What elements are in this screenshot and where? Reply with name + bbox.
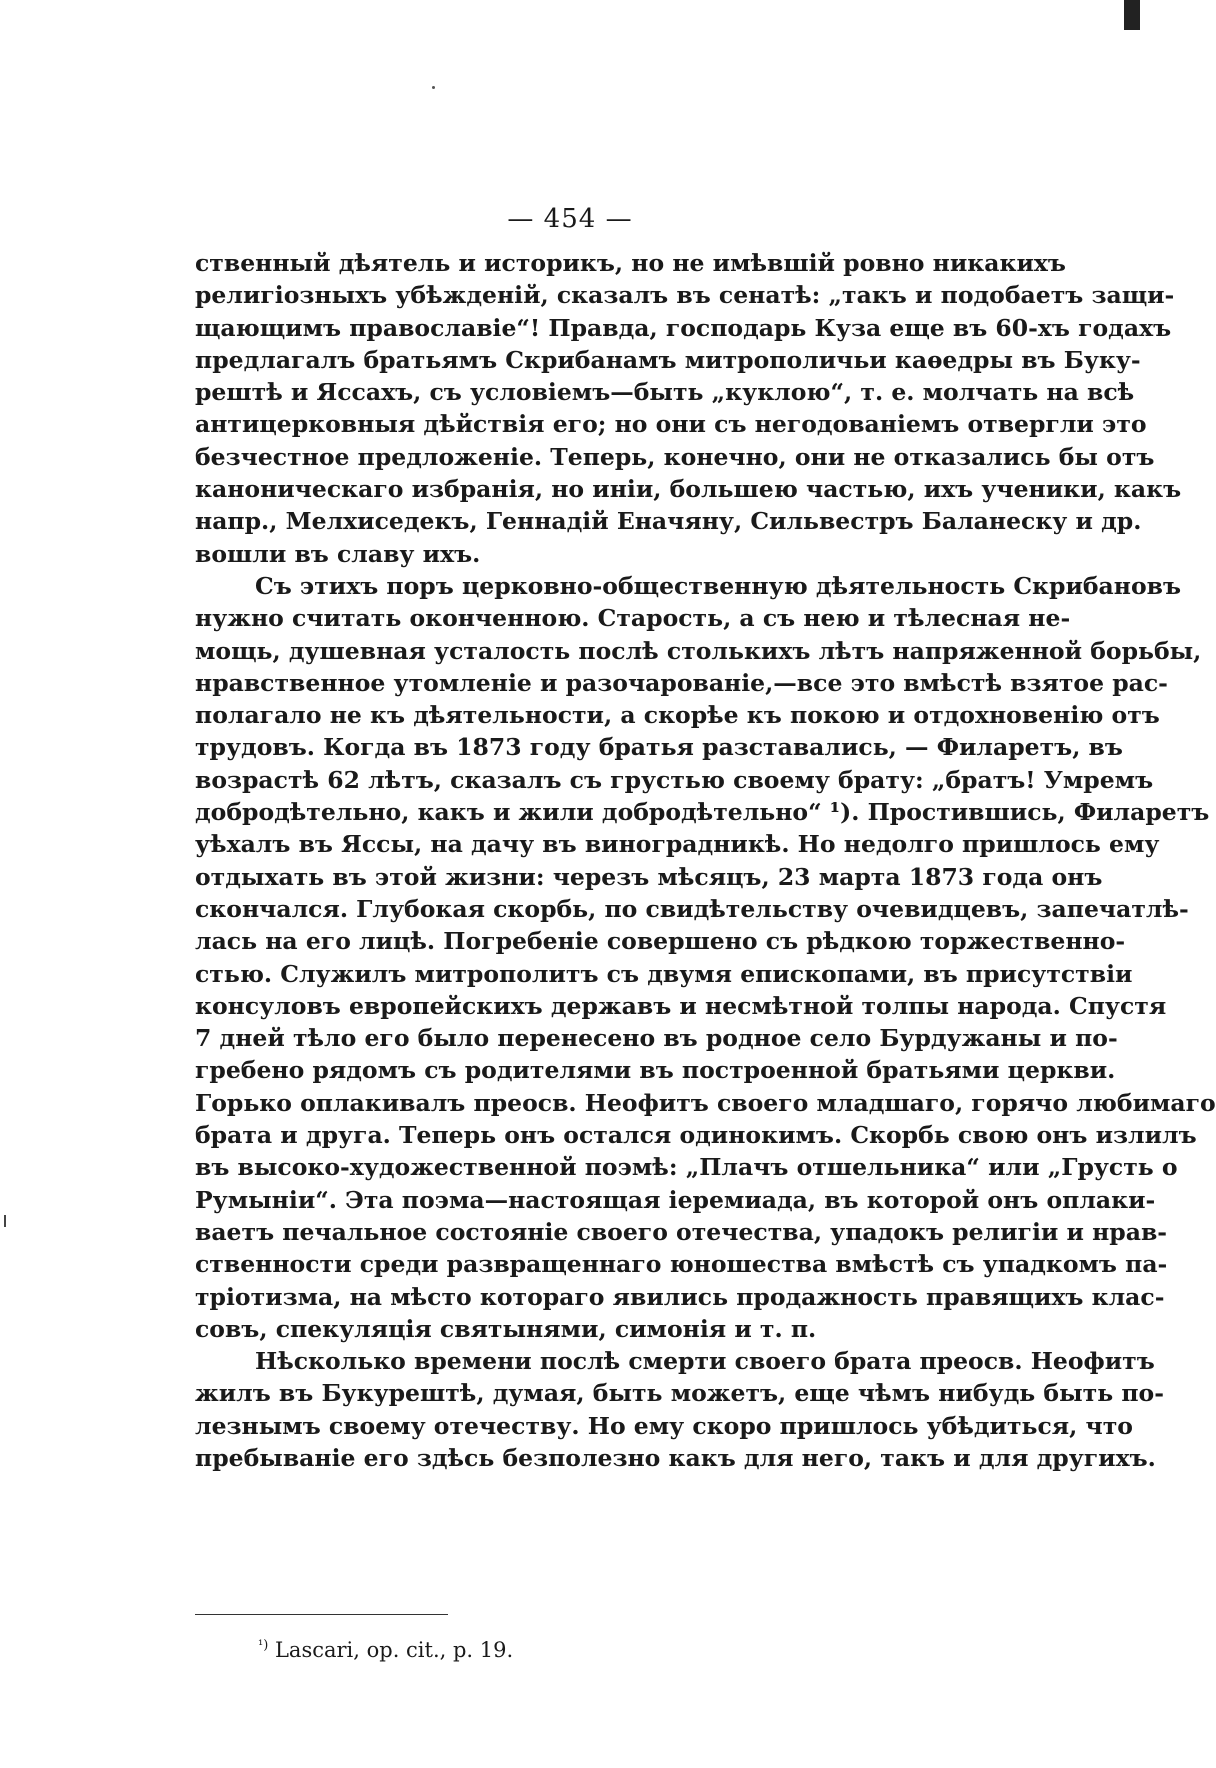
text-line: предлагалъ братьямъ Скрибанамъ митрополичьи каѳедры въ Буку-: [195, 345, 1141, 374]
scan-speck: [432, 86, 435, 89]
text-line: пребываніе его здѣсь безполезно какъ для него, такъ и для другихъ.: [195, 1443, 1156, 1472]
text-line: скончался. Глубокая скорбь, по свидѣтельству очевидцевъ, запечатлѣ-: [195, 894, 1189, 923]
footnote-text: Lascari, op. cit., p. 19.: [274, 1638, 514, 1662]
footnote-divider: [195, 1614, 448, 1615]
text-line: ственности среди развращеннаго юношества вмѣстѣ съ упадкомъ па-: [195, 1250, 1168, 1279]
text-line: жилъ въ Букурештѣ, думая, быть можетъ, еще чѣмъ нибудь быть по-: [195, 1379, 1164, 1408]
text-line: 7 дней тѣло его было перенесено въ родное село Бурдужаны и по-: [195, 1024, 1118, 1053]
text-line: брата и друга. Теперь онъ остался одинокимъ. Скорбь свою онъ излилъ: [195, 1121, 1197, 1150]
text-line: гребено рядомъ съ родителями въ построенной братьями церкви.: [195, 1056, 1116, 1085]
text-line: полагало не къ дѣятельности, а скорѣе къ покою и отдохновенію отъ: [195, 701, 1160, 730]
text-line: ственный дѣятель и историкъ, но не имѣвшій ровно никакихъ: [195, 249, 1066, 277]
page-number: — 454 —: [507, 204, 633, 234]
text-line: напр., Мелхиседекъ, Геннадій Еначяну, Сильвестръ Баланеску и др.: [195, 507, 1142, 536]
text-line: Румыніи“. Эта поэма—настоящая іеремиада, въ которой онъ оплаки-: [195, 1185, 1156, 1214]
text-line: нравственное утомленіе и разочарованіе,—все это вмѣстѣ взятое рас-: [195, 668, 1168, 697]
text-line: добродѣтельно, какъ и жили добродѣтельно“ ¹). Простившись, Филаретъ: [195, 798, 1210, 827]
text-line: лезнымъ своему отечеству. Но ему скоро пришлось убѣдиться, что: [195, 1411, 1133, 1440]
scan-margin-mark: [4, 1215, 6, 1227]
text-line: возрастѣ 62 лѣтъ, сказалъ съ грустью своему брату: „братъ! Умремъ: [195, 765, 1154, 794]
text-line: религіозныхъ убѣжденій, сказалъ въ сенатѣ: „такъ и подобаетъ защи-: [195, 281, 1175, 310]
paragraph-start: Нѣсколько времени послѣ смерти своего брата преосв. Неофитъ: [255, 1347, 1155, 1376]
text-line: безчестное предложеніе. Теперь, конечно, они не отказались бы отъ: [195, 442, 1155, 471]
text-line: уѣхалъ въ Яссы, на дачу въ виноградникѣ. Но недолго пришлось ему: [195, 830, 1160, 859]
text-line: трудовъ. Когда въ 1873 году братья разставались, — Филаретъ, въ: [195, 733, 1123, 762]
text-line: тріотизма, на мѣсто котораго явились продажность правящихъ клас-: [195, 1282, 1165, 1311]
text-line: рештѣ и Яссахъ, съ условіемъ—быть „куклою“, т. е. молчать на всѣ: [195, 378, 1135, 407]
text-line: лась на его лицѣ. Погребеніе совершено съ рѣдкою торжественно-: [195, 927, 1126, 956]
text-line: совъ, спекуляція святынями, симонія и т. п.: [195, 1314, 817, 1343]
text-line: въ высоко-художественной поэмѣ: „Плачъ отшельника“ или „Грусть о: [195, 1153, 1178, 1182]
text-line: Горько оплакивалъ преосв. Неофитъ своего младшаго, горячо любимаго: [195, 1088, 1216, 1117]
footnote: [258, 1638, 513, 1662]
text-line: стью. Служилъ митрополитъ съ двумя епископами, въ присутствіи: [195, 959, 1133, 988]
text-line: мощь, душевная усталость послѣ столькихъ лѣтъ напряженной борьбы,: [195, 636, 1202, 665]
text-line: вошли въ славу ихъ.: [195, 539, 481, 568]
text-line: консуловъ европейскихъ державъ и несмѣтной толпы народа. Спустя: [195, 991, 1167, 1020]
paragraph-start: Съ этихъ поръ церковно-общественную дѣятельность Скрибановъ: [255, 571, 1182, 600]
text-line: щающимъ православіе“! Правда, господарь Куза еще въ 60-хъ годахъ: [195, 313, 1172, 342]
text-line: отдыхать въ этой жизни: черезъ мѣсяцъ, 23 марта 1873 года онъ: [195, 862, 1103, 891]
scan-edge-mark: [1124, 0, 1140, 30]
footnote-mark: ¹): [258, 1638, 269, 1653]
body-text: [195, 247, 1216, 1474]
text-line: антицерковныя дѣйствія его; но они съ негодованіемъ отвергли это: [195, 410, 1147, 439]
text-line: ваетъ печальное состояніе своего отечества, упадокъ религіи и нрав-: [195, 1217, 1168, 1246]
text-line: нужно считать оконченною. Старость, а съ нею и тѣлесная не-: [195, 604, 1071, 633]
text-line: каноническаго избранія, но иніи, большею частью, ихъ ученики, какъ: [195, 475, 1182, 504]
